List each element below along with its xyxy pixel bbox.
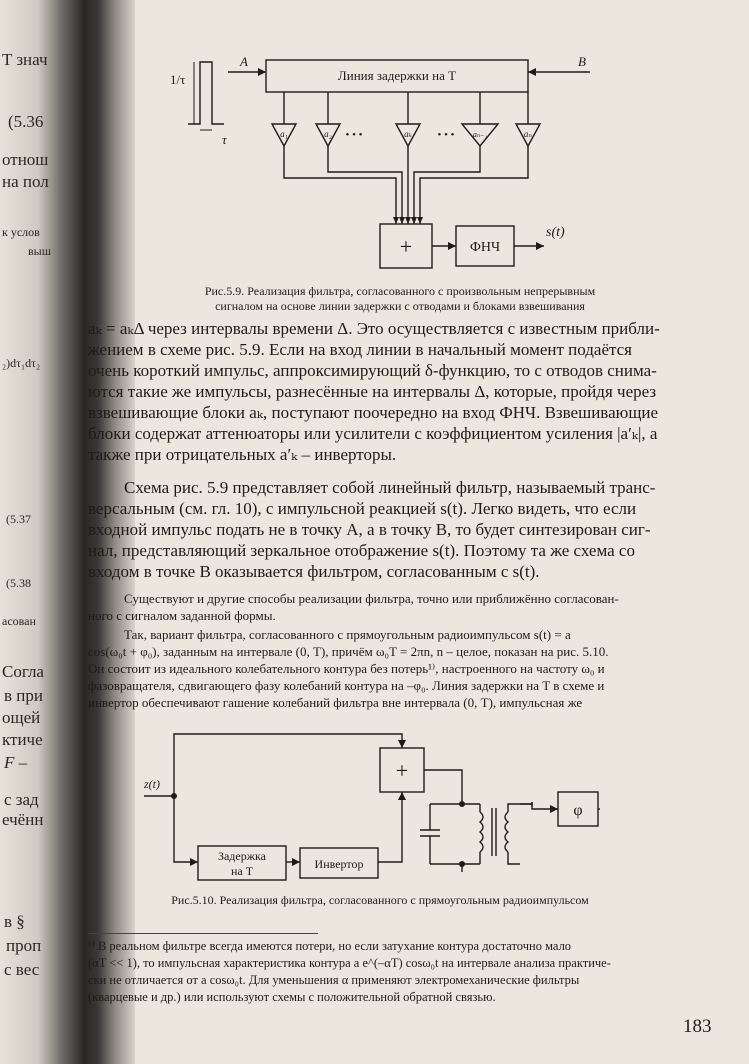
paragraph-2 xyxy=(88,477,718,582)
margin-fragment: отнош xyxy=(2,150,49,169)
text-line: жением в схеме рис. 5.9. Если на вход линии в начальный момент подаётся xyxy=(88,340,632,359)
text-line: aₖ = aₖΔ через интервалы времени Δ. Это осуществляется с известным прибли- xyxy=(88,319,660,338)
paragraph-1 xyxy=(88,318,718,465)
caption-line: сигналом на основе линии задержки с отводами и блоками взвешивания xyxy=(215,299,585,313)
delay-label: на T xyxy=(230,864,254,878)
summer-symbol: + xyxy=(399,234,413,259)
text-line: ются такие же импульсы, разнесённые на интервалы Δ, которые, пройдя через xyxy=(88,382,657,401)
figure-5-10-caption: Рис.5.10. Реализация фильтра, согласованного с прямоугольным радиоимпульсом xyxy=(171,893,589,907)
text-line: cos(ω₀t + φ₀), заданным на интервале (0, T), причём ω₀T = 2πn, n – целое, показан на рис. 5.10. xyxy=(88,644,609,659)
footnote-line: (αT << 1), то импульсная характеристика контура a e^(–αT) cosω₀t на интервале анализа практиче- xyxy=(88,956,611,970)
weight-label: a₁ xyxy=(280,129,288,139)
text-line: входом в точке B оказывается фильтром, согласованным с s(t). xyxy=(88,562,540,581)
weight-label: a₂ xyxy=(324,129,332,139)
figure-5-9 xyxy=(160,44,640,284)
ellipsis-dots: • • • xyxy=(345,129,363,141)
margin-fragment: Согла xyxy=(2,662,44,681)
text-line: Существуют и другие способы реализации фильтра, точно или приближённо согласован- xyxy=(124,591,619,606)
text-line: входной импульс подать не в точку A, а в точку B, то будет синтезирован сиг- xyxy=(88,520,651,539)
margin-fragment: в при xyxy=(4,686,43,705)
ellipsis-dots: • • • xyxy=(437,129,455,141)
summer-symbol: + xyxy=(395,758,409,783)
delay-line-label: Линия задержки на T xyxy=(337,68,457,83)
input-b-label: B xyxy=(578,54,586,69)
footnote-rule xyxy=(88,933,318,934)
text-line: Он состоит из идеального колебательного контура без потерь¹⁾, настроенного на частоту ω₀ и xyxy=(88,661,605,676)
margin-fragment: ощей xyxy=(2,708,41,727)
caption-line: Рис.5.9. Реализация фильтра, согласованного с произвольным непрерывным xyxy=(204,284,596,298)
margin-fragment: ₂)dτ₁dτ₂ xyxy=(2,356,41,370)
text-line: очень короткий импульс, аппроксимирующий δ-функцию, то с отводов снима- xyxy=(88,361,657,380)
margin-fragment: асован xyxy=(2,614,36,628)
margin-fragment: на пол xyxy=(2,172,49,191)
margin-fragment: к услов xyxy=(2,225,40,239)
weight-label: aₙ₋₁ xyxy=(472,130,488,139)
text-line: также при отрицательных a′ₖ – инверторы. xyxy=(88,445,397,464)
delay-label: Задержка xyxy=(217,849,267,863)
weight-label: aₙ xyxy=(523,129,533,139)
text-line: нал, представляющий зеркальное отображение s(t). Поэтому та же схема со xyxy=(88,541,635,560)
inverter-label: Инвертор xyxy=(314,857,364,871)
text-line: взвешивающие блоки aₖ, поступают поочередно на вход ФНЧ. Взвешивающие xyxy=(88,403,659,422)
footnote-line: ¹⁾ В реальном фильтре всегда имеются потери, но если затухание контура достаточно мало xyxy=(88,939,572,953)
figure-5-9-caption xyxy=(150,284,650,314)
margin-fragment: (5.36 xyxy=(8,112,44,131)
input-a-label: A xyxy=(240,54,248,69)
margin-fragment: выш xyxy=(28,244,51,258)
margin-fragment: в § xyxy=(4,912,25,931)
weight-label: aₖ xyxy=(404,129,412,139)
footnote-line: (кварцевые и др.) или используют схемы с положительной обратной связью. xyxy=(88,990,496,1004)
margin-fragment: ечённ xyxy=(2,810,44,829)
margin-fragment: с вес xyxy=(4,960,40,979)
margin-fragment: с зад xyxy=(4,790,39,809)
input-label: z(t) xyxy=(144,777,160,791)
figure-5-10 xyxy=(140,722,600,892)
margin-fragment: проп xyxy=(6,936,42,955)
pulse-shape xyxy=(188,62,224,124)
paragraph-3 xyxy=(88,590,718,624)
text-line: ного с сигналом заданной формы. xyxy=(88,608,276,623)
text-line: версальным (см. гл. 10), с импульсной реакцией s(t). Легко видеть, что если xyxy=(88,499,637,518)
paragraph-4 xyxy=(88,626,718,711)
output-label: s(t) xyxy=(546,225,565,240)
margin-fragment: (5.38 xyxy=(6,576,31,590)
text-line: блоки содержат аттенюаторы или усилители с коэффициентом усиления |a′ₖ|, а xyxy=(88,424,658,443)
footnote xyxy=(88,938,718,1006)
lpf-label: ФНЧ xyxy=(469,240,501,255)
text-line: Так, вариант фильтра, согласованного с прямоугольным радиоимпульсом s(t) = a xyxy=(124,627,571,642)
pulse-width-label: τ xyxy=(222,132,227,147)
text-line: фазовращателя, сдвигающего фазу колебаний контура на –φ₀. Линия задержки на T в схеме и xyxy=(88,678,605,693)
margin-fragment: ктиче xyxy=(2,730,43,749)
margin-fragment: (5.37 xyxy=(6,512,31,526)
page-number: 183 xyxy=(683,1016,712,1037)
phase-symbol: φ xyxy=(573,802,583,819)
pulse-height-label: 1/τ xyxy=(170,72,186,87)
footnote-line: ски не отличается от a cosω₀t. Для уменьшения α применяют электромеханические фильтры xyxy=(88,973,580,987)
text-line: инвертор обеспечивают гашение колебаний фильтра вне интервала (0, T), импульсная же xyxy=(88,695,583,710)
margin-fragment: T знач xyxy=(2,50,48,69)
margin-fragment: F – xyxy=(4,753,28,772)
text-line: Схема рис. 5.9 представляет собой линейный фильтр, называемый транс- xyxy=(124,478,656,497)
